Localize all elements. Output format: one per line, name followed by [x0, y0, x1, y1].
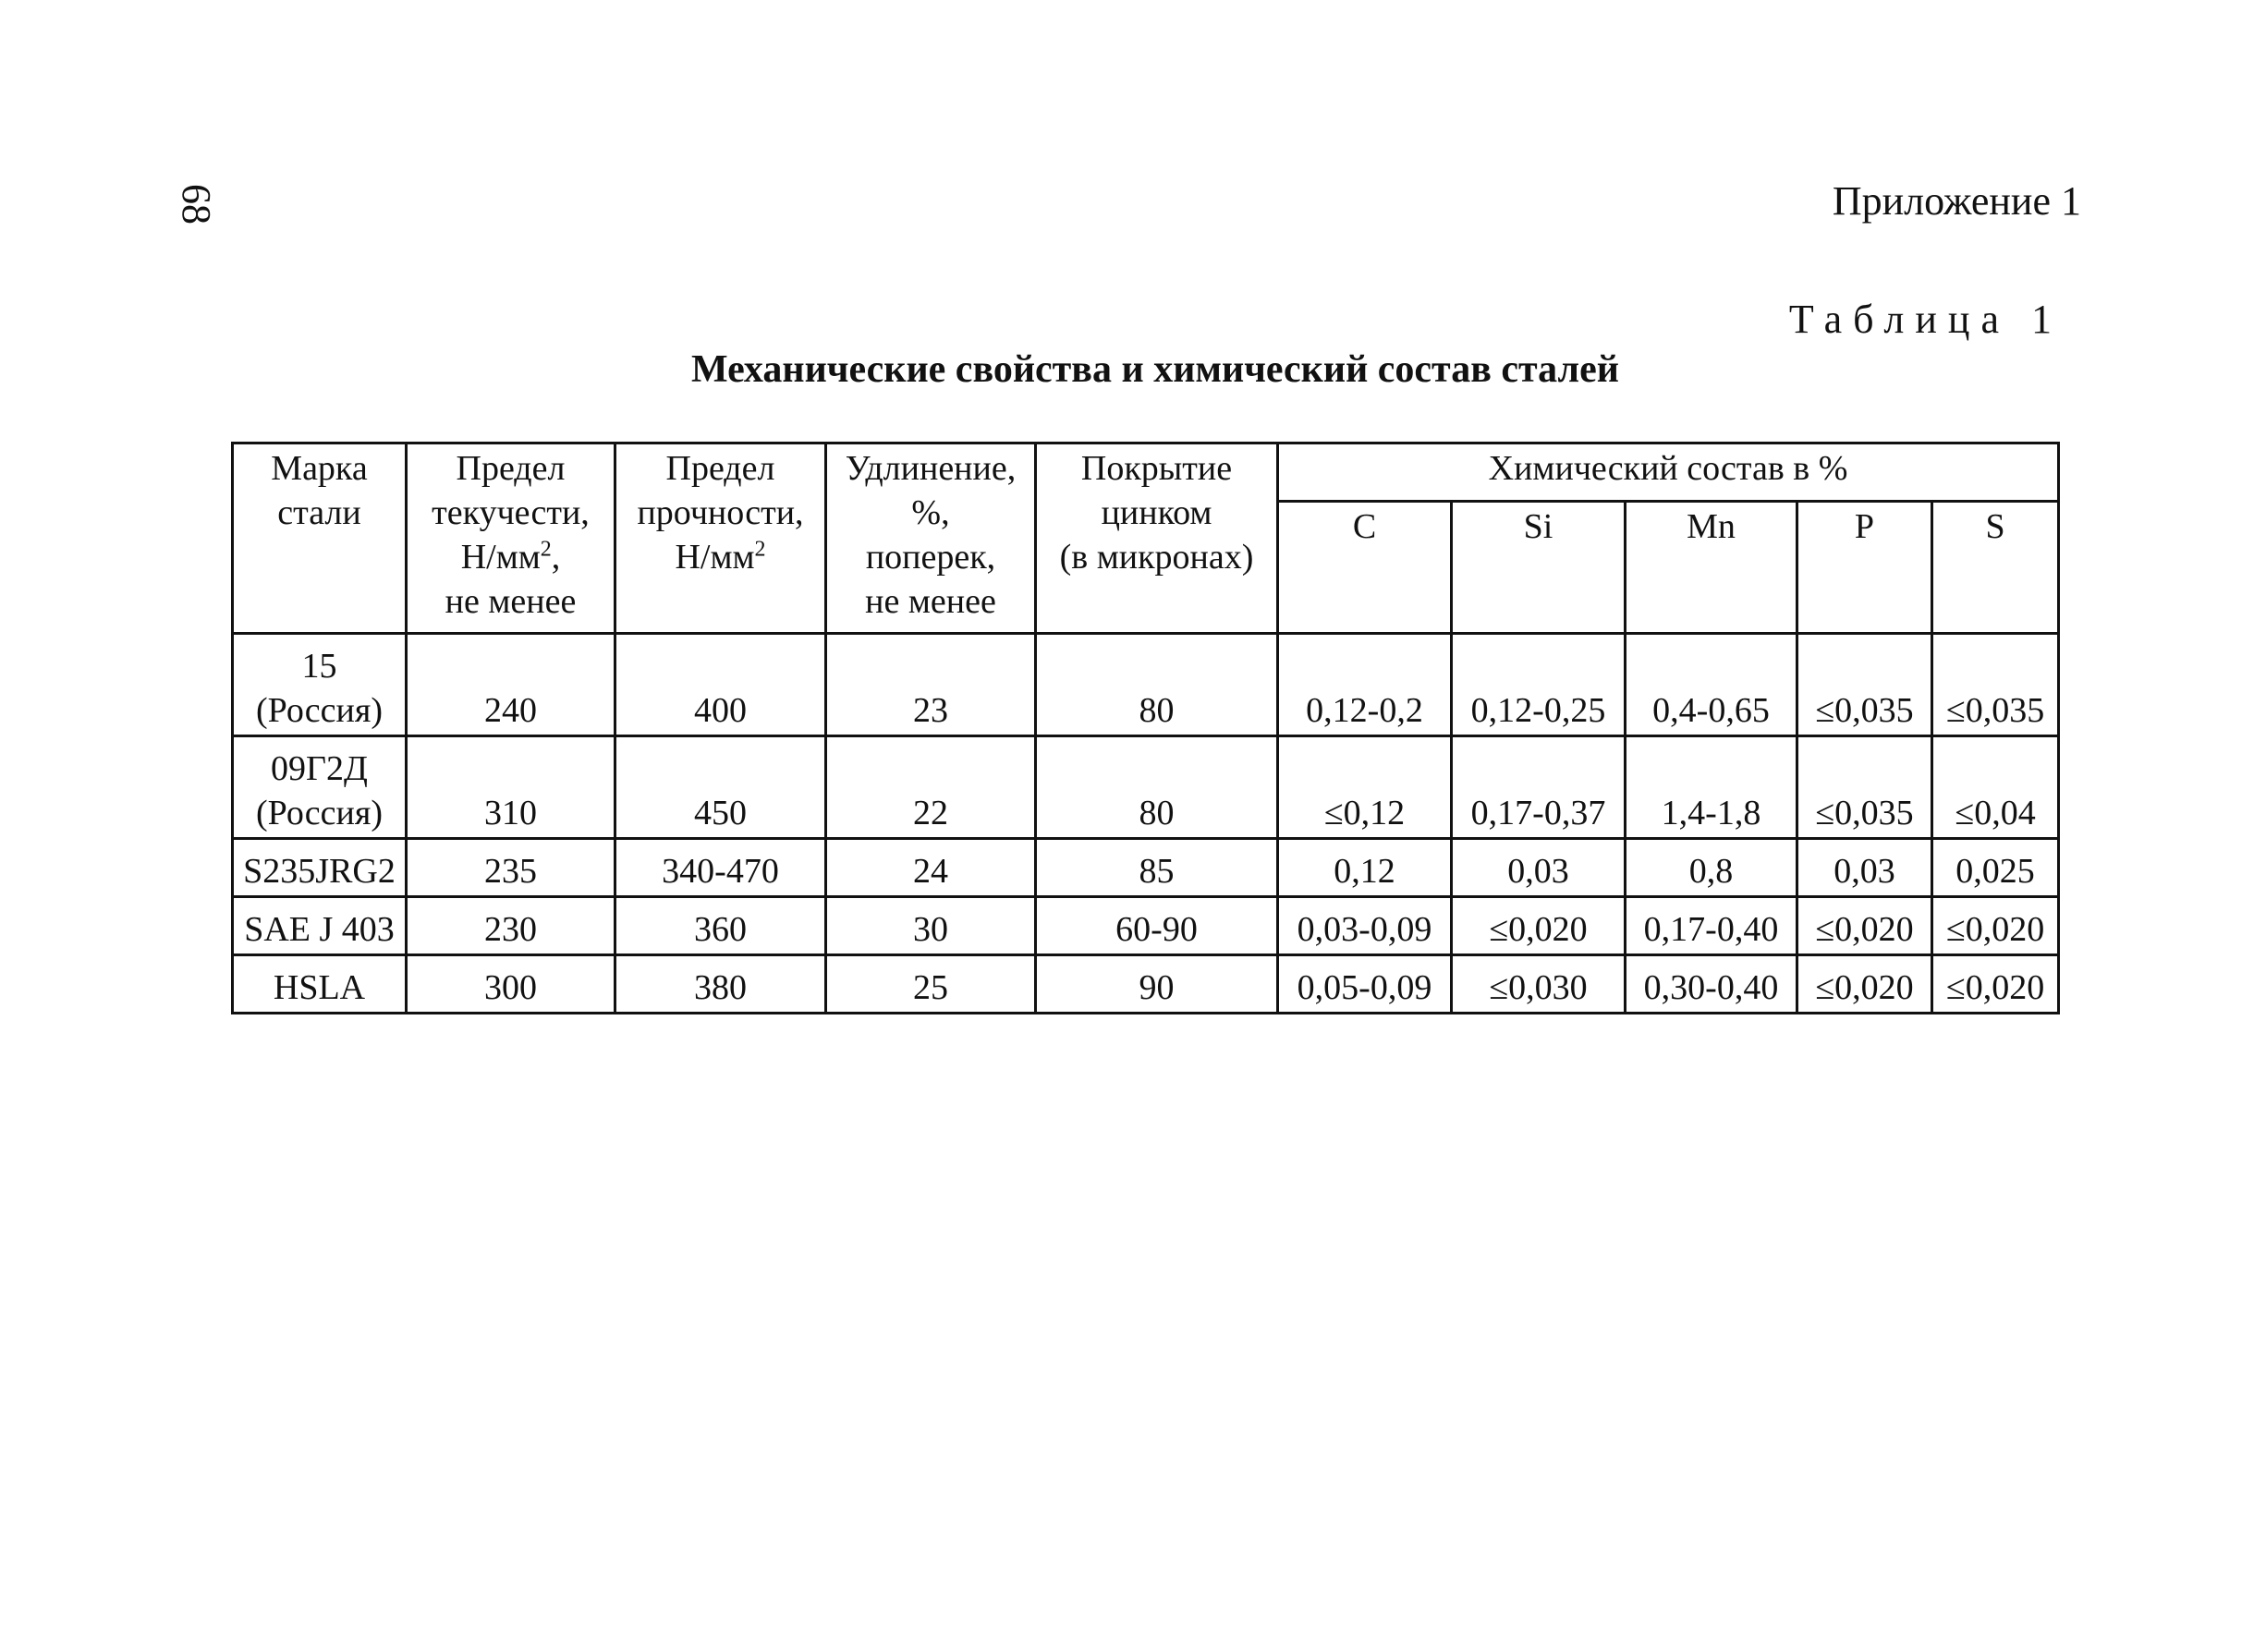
cell-yield: 300: [407, 955, 615, 1014]
cell-grade: [233, 634, 407, 736]
cell-chem-c: 0,05-0,09: [1278, 955, 1452, 1014]
cell-chem-c: 0,03-0,09: [1278, 897, 1452, 955]
header-yield-unit-sup: 2: [540, 537, 552, 562]
cell-grade-line1: 15: [301, 647, 337, 686]
cell-tensile: 340-470: [615, 839, 826, 897]
steel-properties-table: [231, 442, 2060, 1014]
cell-chem-mn: 0,17-0,40: [1626, 897, 1797, 955]
cell-chem-si: ≤0,020: [1452, 897, 1626, 955]
table-row: [233, 634, 2059, 736]
cell-chem-p: ≤0,020: [1797, 897, 1932, 955]
cell-elongation: 25: [826, 955, 1036, 1014]
cell-grade: [233, 736, 407, 839]
cell-yield: 310: [407, 736, 615, 839]
cell-zinc: 60-90: [1036, 897, 1278, 955]
cell-grade: S235JRG2: [233, 839, 407, 897]
cell-chem-si: 0,03: [1452, 839, 1626, 897]
header-chemical-composition: Химический состав в %: [1278, 443, 2059, 502]
cell-chem-s: ≤0,035: [1932, 634, 2059, 736]
page-number: 68: [174, 184, 219, 225]
header-yield-line1: Предел: [456, 449, 566, 488]
table-row: [233, 897, 2059, 955]
cell-chem-si: ≤0,030: [1452, 955, 1626, 1014]
cell-grade: HSLA: [233, 955, 407, 1014]
cell-grade-line2: (Россия): [256, 794, 383, 832]
header-row-1: [233, 443, 2059, 502]
cell-chem-si: 0,12-0,25: [1452, 634, 1626, 736]
header-elong-line1: Удлинение,: [845, 449, 1017, 488]
cell-chem-c: 0,12-0,2: [1278, 634, 1452, 736]
header-grade: [233, 443, 407, 634]
cell-tensile: 400: [615, 634, 826, 736]
cell-chem-c: ≤0,12: [1278, 736, 1452, 839]
header-tensile-unit: Н/мм: [675, 538, 755, 577]
cell-grade-line2: (Россия): [256, 691, 383, 730]
header-chem-p: P: [1797, 502, 1932, 634]
cell-yield: 235: [407, 839, 615, 897]
header-yield-unit-comma: ,: [551, 538, 561, 577]
cell-chem-p: ≤0,035: [1797, 634, 1932, 736]
cell-tensile: 380: [615, 955, 826, 1014]
cell-chem-s: 0,025: [1932, 839, 2059, 897]
cell-chem-mn: 0,30-0,40: [1626, 955, 1797, 1014]
cell-elongation: 23: [826, 634, 1036, 736]
header-chem-si: Si: [1452, 502, 1626, 634]
header-yield-line2: текучести,: [432, 493, 590, 532]
cell-chem-p: ≤0,020: [1797, 955, 1932, 1014]
cell-zinc: 80: [1036, 736, 1278, 839]
header-zinc-coating: [1036, 443, 1278, 634]
table-row: [233, 839, 2059, 897]
cell-elongation: 22: [826, 736, 1036, 839]
cell-chem-s: ≤0,020: [1932, 955, 2059, 1014]
cell-zinc: 90: [1036, 955, 1278, 1014]
cell-elongation: 24: [826, 839, 1036, 897]
header-zinc-line2: цинком: [1101, 493, 1212, 532]
cell-chem-p: ≤0,035: [1797, 736, 1932, 839]
cell-chem-mn: 1,4-1,8: [1626, 736, 1797, 839]
header-zinc-line3: (в микронах): [1059, 538, 1254, 577]
cell-grade-line1: 09Г2Д: [271, 749, 368, 788]
cell-chem-p: 0,03: [1797, 839, 1932, 897]
table-label: Таблица 1: [1788, 297, 2063, 342]
appendix-label: Приложение 1: [1832, 178, 2081, 224]
header-tensile-line2: прочности,: [637, 493, 804, 532]
header-chem-s: S: [1932, 502, 2059, 634]
header-grade-line2: стали: [277, 493, 361, 532]
cell-elongation: 30: [826, 897, 1036, 955]
header-yield-unit: Н/мм: [460, 538, 541, 577]
header-grade-line1: Марка: [271, 449, 368, 488]
cell-chem-s: ≤0,04: [1932, 736, 2059, 839]
cell-chem-si: 0,17-0,37: [1452, 736, 1626, 839]
cell-grade: SAE J 403: [233, 897, 407, 955]
header-yield-line4: не менее: [445, 582, 577, 621]
cell-zinc: 80: [1036, 634, 1278, 736]
table-row: [233, 736, 2059, 839]
cell-yield: 240: [407, 634, 615, 736]
cell-tensile: 360: [615, 897, 826, 955]
cell-chem-s: ≤0,020: [1932, 897, 2059, 955]
header-tensile-strength: [615, 443, 826, 634]
header-elong-line2: %,: [911, 493, 950, 532]
header-chem-mn: Mn: [1626, 502, 1797, 634]
cell-chem-mn: 0,8: [1626, 839, 1797, 897]
cell-tensile: 450: [615, 736, 826, 839]
table-title: Механические свойства и химический состав сталей: [691, 348, 1619, 391]
cell-yield: 230: [407, 897, 615, 955]
header-elong-line3: поперек,: [865, 538, 996, 577]
header-chem-c: С: [1278, 502, 1452, 634]
header-yield-strength: [407, 443, 615, 634]
table-row: [233, 955, 2059, 1014]
header-elongation: [826, 443, 1036, 634]
cell-zinc: 85: [1036, 839, 1278, 897]
header-elong-line4: не менее: [865, 582, 996, 621]
cell-chem-c: 0,12: [1278, 839, 1452, 897]
header-tensile-line1: Предел: [665, 449, 775, 488]
cell-chem-mn: 0,4-0,65: [1626, 634, 1797, 736]
header-tensile-unit-sup: 2: [754, 537, 766, 562]
header-zinc-line1: Покрытие: [1080, 449, 1233, 488]
